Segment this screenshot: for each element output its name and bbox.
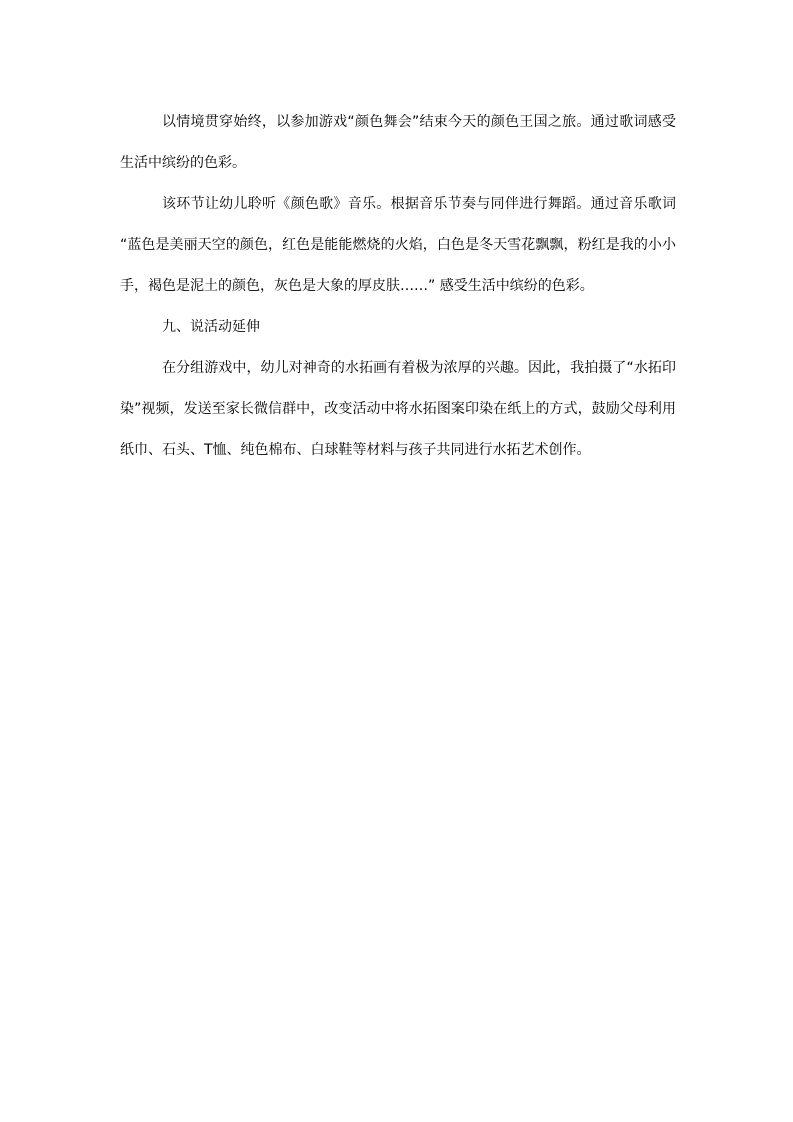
paragraph-closing-game: 以情境贯穿始终，以参加游戏“颜色舞会”结束今天的颜色王国之旅。通过歌词感受生活中缤纷的色彩。	[120, 114, 676, 171]
document-body	[120, 102, 676, 471]
paragraph-extension: 在分组游戏中，幼儿对神奇的水拓画有着极为浓厚的兴趣。因此，我拍摄了“水拓印染”视频，发送至家长微信群中，改变活动中将水拓图案印染在纸上的方式，鼓励父母利用纸巾、石头、T恤、纯色棉布、白球鞋等材料与孩子共同进行水拓艺术创作。	[120, 360, 676, 458]
section-heading-extension: 九、说活动延伸	[162, 319, 260, 335]
paragraph-color-song: 该环节让幼儿聆听《颜色歌》音乐。根据音乐节奏与同伴进行舞蹈。通过音乐歌词 “蓝色是美丽天空的颜色，红色是能能燃烧的火焰，白色是冬天雪花飘飘，粉红是我的小小手，褐色是泥土的颜色，灰色是大象的厚皮肤……” 感受生活中缤纷的色彩。	[120, 196, 676, 294]
